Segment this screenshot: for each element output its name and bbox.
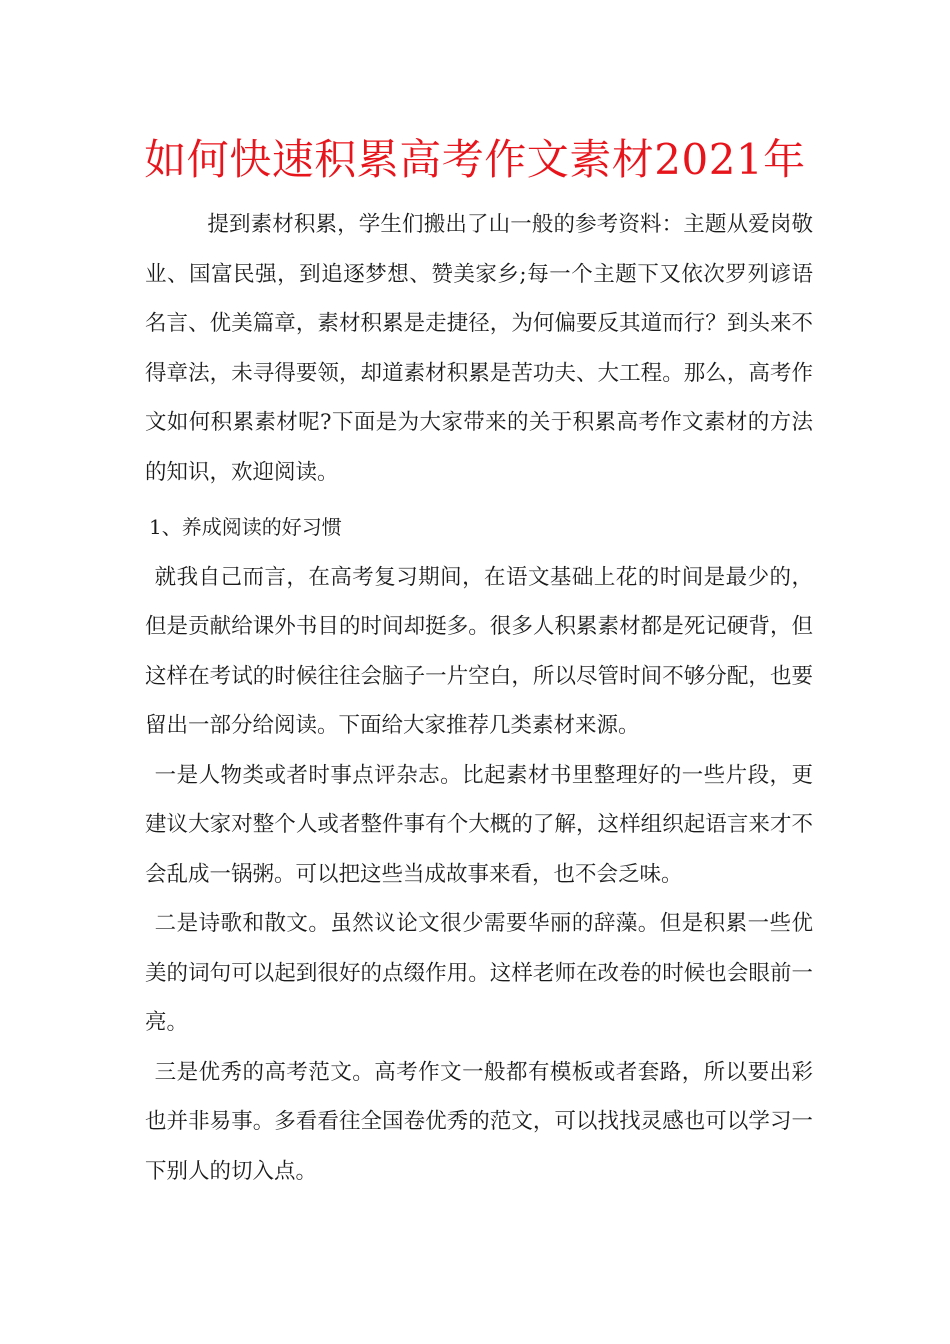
document-title: 如何快速积累高考作文素材2021年 (144, 135, 806, 184)
paragraph-reading-habit: 就我自己而言，在高考复习期间，在语文基础上花的时间是最少的，但是贡献给课外书目的时间却挺多。很多人积累素材都是死记硬背，但这样在考试的时候往往会脑子一片空白，所以尽管时间不够分配，也要留出一部分给阅读。下面给大家推荐几类素材来源。 (145, 564, 813, 738)
document-body (145, 200, 813, 1196)
paragraph-model-essays: 三是优秀的高考范文。高考作文一般都有模板或者套路，所以要出彩也并非易事。多看看往全国卷优秀的范文，可以找找灵感也可以学习一下别人的切入点。 (145, 1059, 813, 1184)
section-heading: 1、养成阅读的好习惯 (149, 515, 342, 539)
intro-paragraph: 提到素材积累，学生们搬出了山一般的参考资料：主题从爱岗敬业、国富民强，到追逐梦想、赞美家乡;每一个主题下又依次罗列谚语名言、优美篇章，素材积累是走捷径，为何偏要反其道而行？到头来不得章法，未寻得要领，却道素材积累是苦功夫、大工程。那么，高考作文如何积累素材呢?下面是为大家带来的关于积累高考作文素材的方法的知识，欢迎阅读。 (145, 212, 813, 485)
paragraph-poetry-prose: 二是诗歌和散文。虽然议论文很少需要华丽的辞藻。但是积累一些优美的词句可以起到很好的点缀作用。这样老师在改卷的时候也会眼前一亮。 (145, 911, 813, 1035)
paragraph-magazines: 一是人物类或者时事点评杂志。比起素材书里整理好的一些片段，更建议大家对整个人或者整件事有个大概的了解，这样组织起语言来才不会乱成一锅粥。可以把这些当成故事来看，也不会乏味。 (145, 762, 813, 887)
